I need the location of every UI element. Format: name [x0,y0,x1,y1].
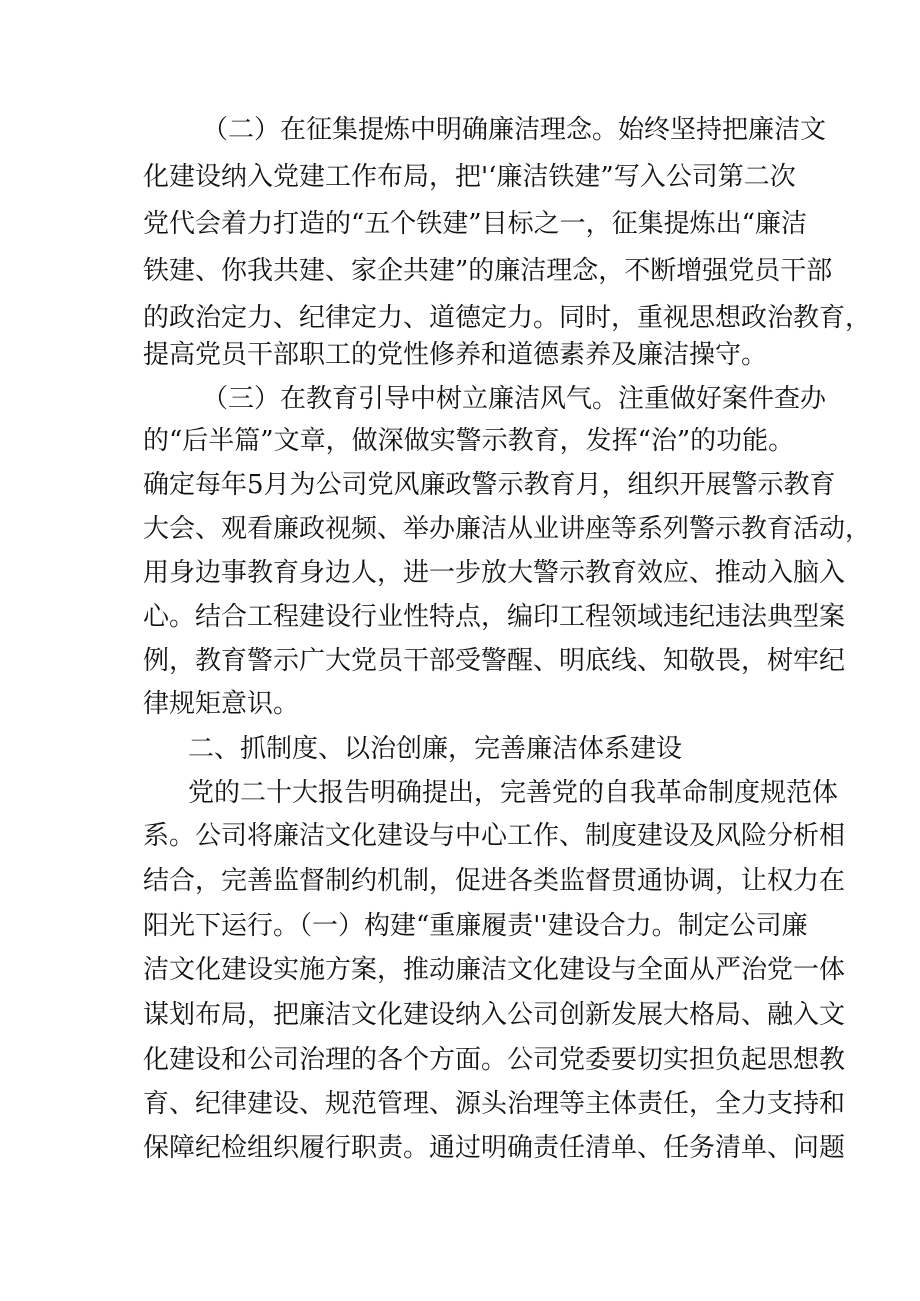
text-line: 律规矩意识。 [143,689,300,719]
text-line: 提高党员干部职工的党性修养和道德素养及廉洁操守。 [143,340,768,370]
text-line: 的“后半篇”文章，做深做实警示教育，发挥“治”的功能。 [143,426,795,456]
text-line: 例，教育警示广大党员干部受警醒、明底线、知敬畏，树牢纪 [143,646,846,676]
text-line: 心。结合工程建设行业性特点，编印工程领域违纪违法典型案 [143,602,846,632]
text-line: 化建设纳入党建工作布局，把'‘廉洁铁建”写入公司第二次 [143,162,796,192]
text-line: 铁建、你我共建、家企共建”的廉洁理念，不断增强党员干部 [143,256,833,286]
text-line: 确定每年5月为公司党风廉政警示教育月，组织开展警示教育 [143,470,836,500]
text-line: 大会、观看廉政视频、举办廉洁从业讲座等系列警示教育活动， [143,514,872,544]
text-line: 结合，完善监督制约机制，促进各类监督贯通协调，让权力在 [143,866,846,896]
text-line: 化建设和公司治理的各个方面。公司党委要切实担负起思想教 [143,1045,846,1075]
text-line: 的政治定力、纪律定力、道德定力。同时，重视思想政治教育， [143,303,872,333]
text-line: 育、纪律建设、规范管理、源头治理等主体责任，全力支持和 [143,1089,846,1119]
text-line: （二）在征集提炼中明确廉洁理念。始终坚持把廉洁文 [202,115,827,145]
text-line: 党代会着力打造的“五个铁建”目标之一，征集提炼出“廉洁 [143,209,807,239]
text-line: 谋划布局，把廉洁文化建设纳入公司创新发展大格局、融入文 [143,1000,846,1030]
section-heading: 二、抓制度、以治创廉，完善廉洁体系建设 [188,734,683,764]
text-line: 用身边事教育身边人，进一步放大警示教育效应、推动入脑入 [143,558,846,588]
text-line: 系。公司将廉洁文化建设与中心工作、制度建设及风险分析相 [143,821,846,851]
text-line: 洁文化建设实施方案，推动廉洁文化建设与全面从严治党一体 [143,955,846,985]
text-line: 保障纪检组织履行职责。通过明确责任清单、任务清单、问题 [143,1133,846,1163]
text-line: （三）在教育引导中树立廉洁风气。注重做好案件查办 [202,384,827,414]
text-line: 党的二十大报告明确提出，完善党的自我革命制度规范体 [188,778,839,808]
text-line: 阳光下运行。（一）构建“重廉履责''建设合力。制定公司廉 [143,911,808,941]
